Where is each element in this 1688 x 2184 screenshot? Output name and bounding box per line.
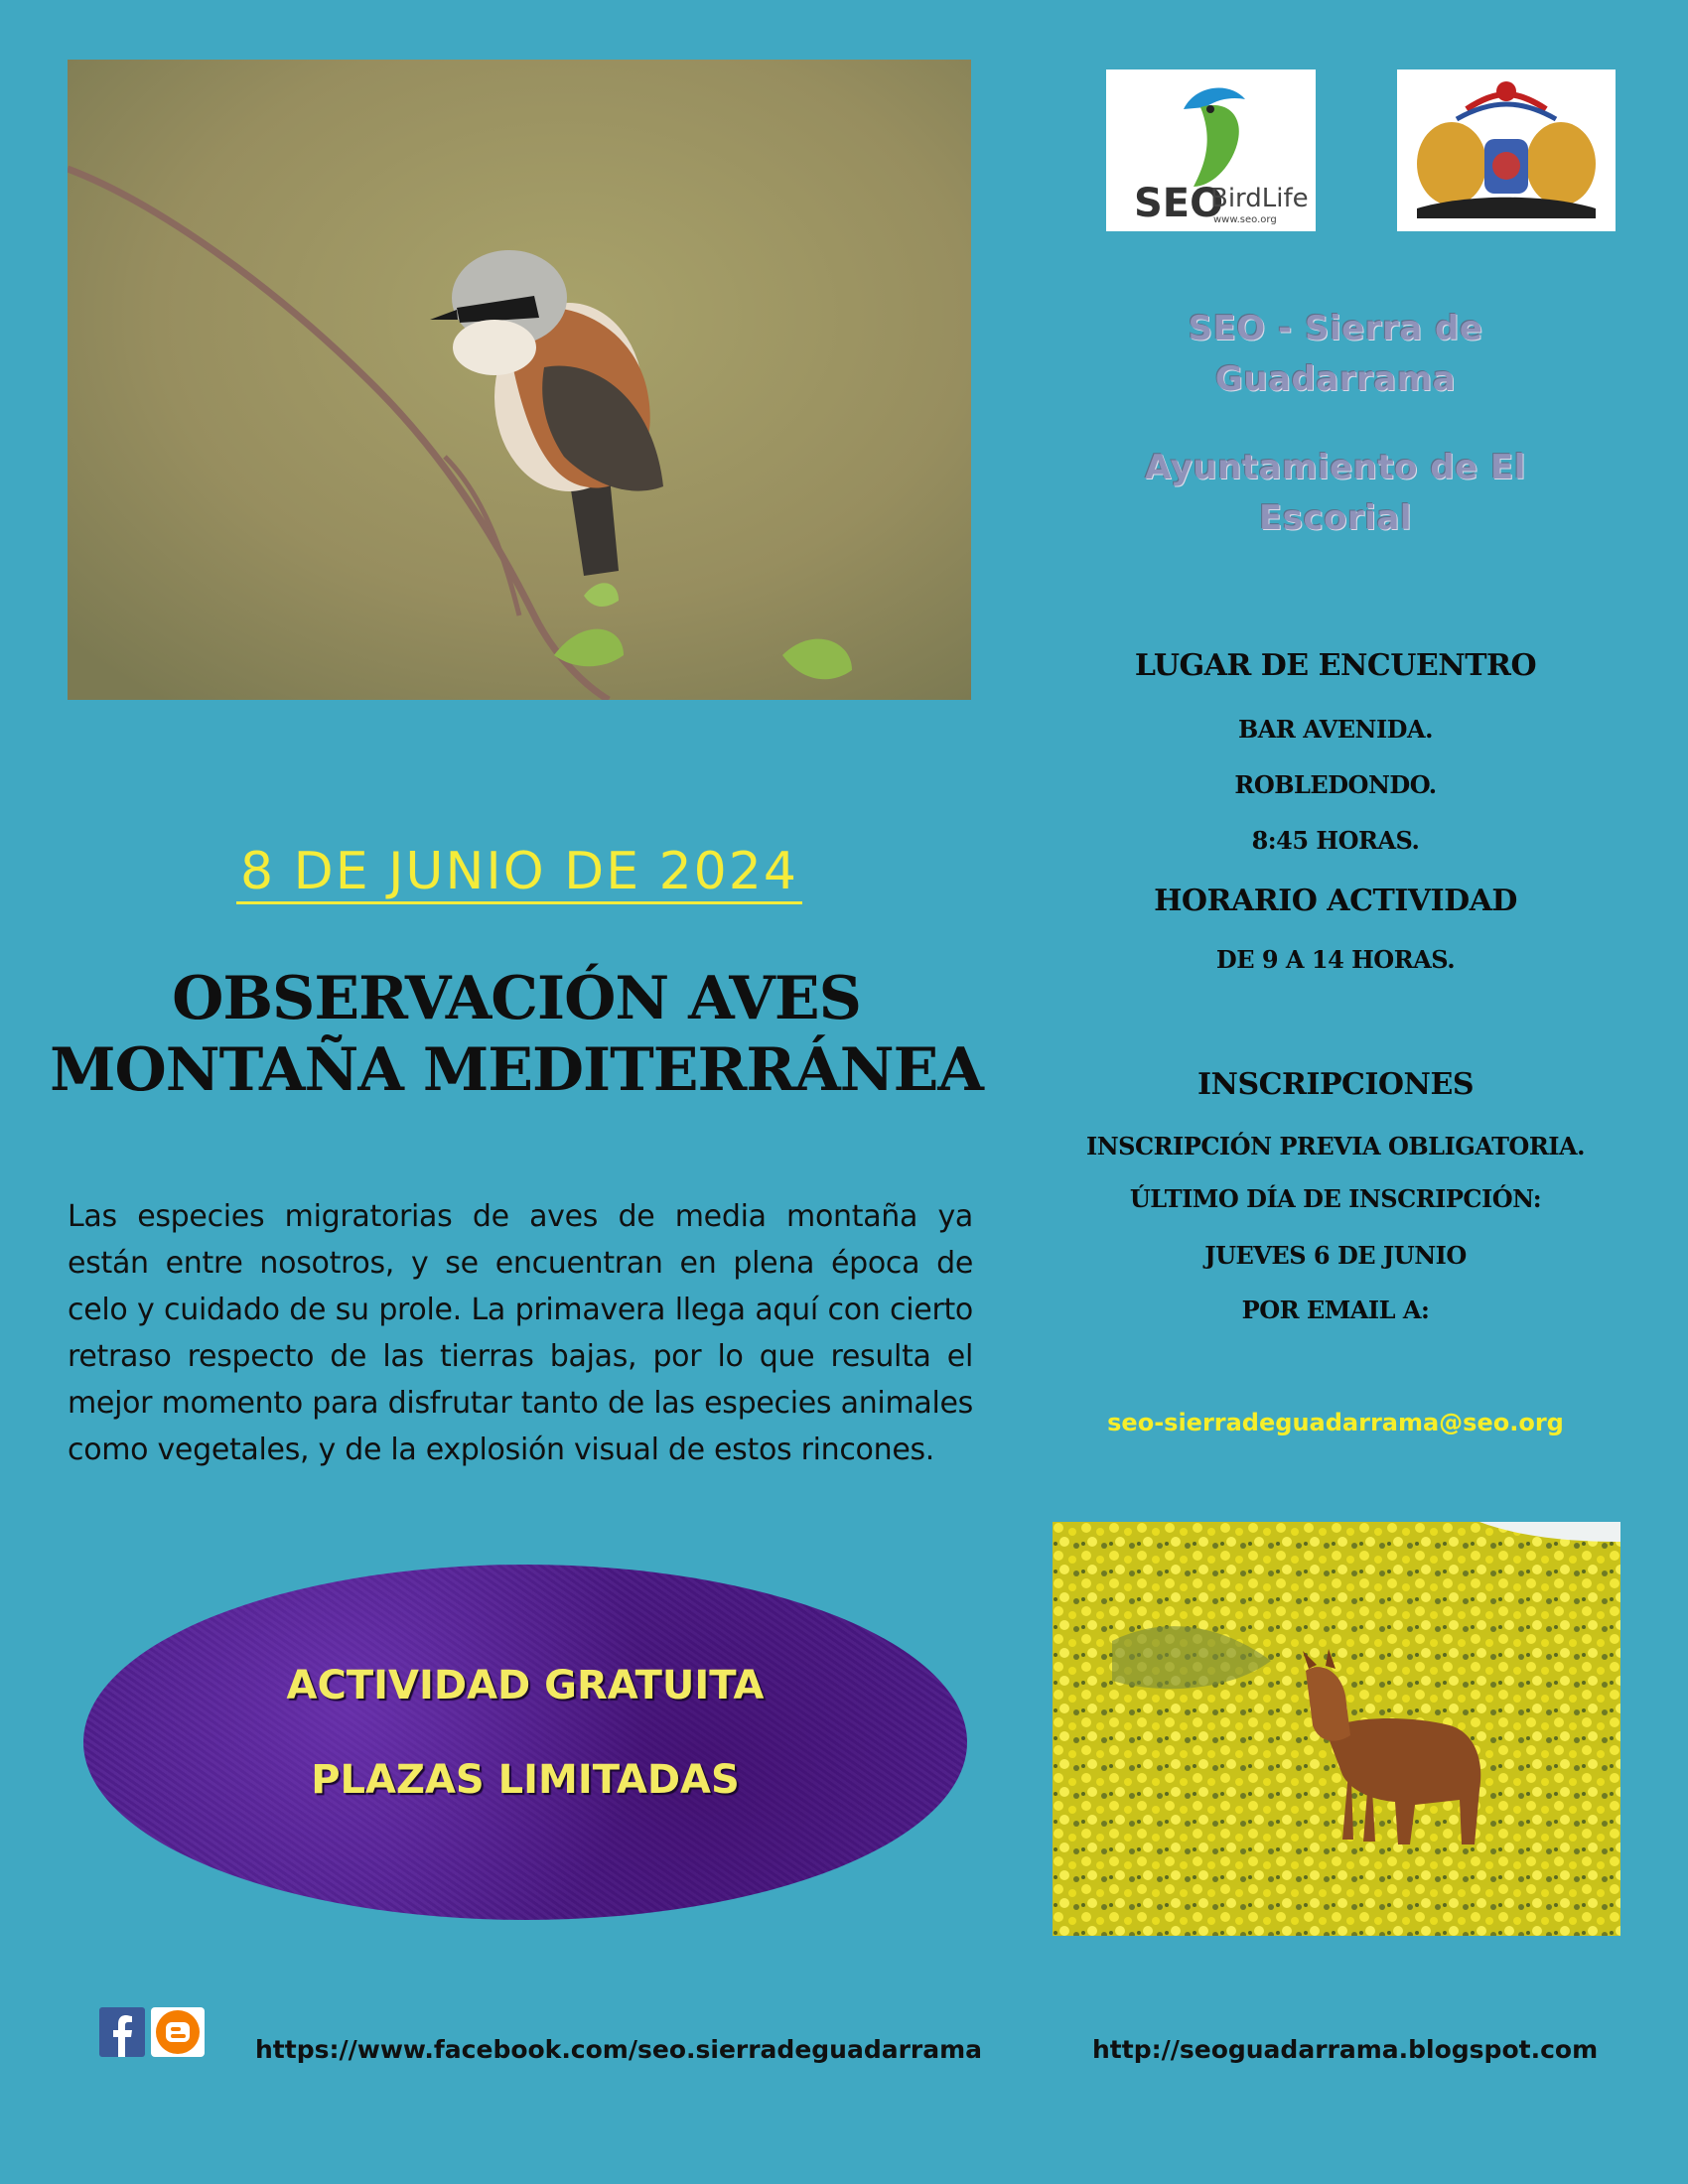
seo-logo-web: www.seo.org — [1213, 214, 1277, 225]
event-title-line1: OBSERVACIÓN AVES — [172, 964, 861, 1033]
seo-logo-sub: BirdLife — [1210, 184, 1309, 213]
org-name-seo: SEO - Sierra de Guadarrama — [1188, 309, 1483, 399]
seo-birdlife-logo — [1106, 69, 1316, 231]
blog-link[interactable]: http://seoguadarrama.blogspot.com — [1092, 2035, 1599, 2064]
registration-deadline: JUEVES 6 DE JUNIO — [1204, 1241, 1467, 1270]
meeting-heading: LUGAR DE ENCUENTRO — [1134, 648, 1537, 683]
registration-deadline-label: ÚLTIMO DÍA DE INSCRIPCIÓN: — [1129, 1184, 1542, 1213]
event-description: Las especies migratorias de aves de media montaña ya están entre nosotros, y se encuentran en plena época de celo y cuidado de su prole. La primavera llega aquí con cierto retraso respecto de las tierras bajas, por lo que resulta el mejor momento para disfrutar tanto de las especies animales como vegetales, y de la explosión visual de estos rincones. — [68, 1199, 973, 1467]
event-title — [40, 963, 993, 1106]
registration-heading: INSCRIPCIONES — [1196, 1067, 1475, 1102]
promo-oval — [83, 1565, 967, 1920]
schedule-value: DE 9 A 14 HORAS. — [1215, 945, 1456, 974]
meeting-town: ROBLEDONDO. — [1234, 770, 1437, 799]
bird-photo — [68, 60, 971, 700]
meeting-time: 8:45 HORAS. — [1251, 826, 1420, 855]
pony-photo — [1053, 1522, 1620, 1936]
org-name-ayuntamiento: Ayuntamiento de El Escorial — [1145, 448, 1526, 538]
facebook-link[interactable]: https://www.facebook.com/seo.sierradeguadarrama — [255, 2035, 983, 2064]
blogger-icon[interactable] — [151, 2007, 205, 2057]
seo-logo-brand: SEO — [1134, 181, 1224, 226]
coat-of-arms-logo — [1397, 69, 1616, 231]
promo-limited-places: PLAZAS LIMITADAS — [311, 1757, 740, 1803]
registration-email[interactable]: seo-sierradeguadarrama@seo.org — [1107, 1409, 1564, 1436]
meeting-place: BAR AVENIDA. — [1238, 715, 1433, 744]
registration-by: POR EMAIL A: — [1241, 1296, 1430, 1324]
facebook-icon[interactable] — [99, 2007, 145, 2057]
registration-required: INSCRIPCIÓN PREVIA OBLIGATORIA. — [1086, 1132, 1585, 1160]
schedule-heading: HORARIO ACTIVIDAD — [1154, 884, 1517, 918]
event-date — [68, 842, 971, 901]
event-title-line2: MONTAÑA MEDITERRÁNEA — [50, 1035, 983, 1105]
event-date-text: 8 DE JUNIO DE 2024 — [236, 842, 802, 904]
promo-free-activity: ACTIVIDAD GRATUITA — [286, 1663, 765, 1708]
